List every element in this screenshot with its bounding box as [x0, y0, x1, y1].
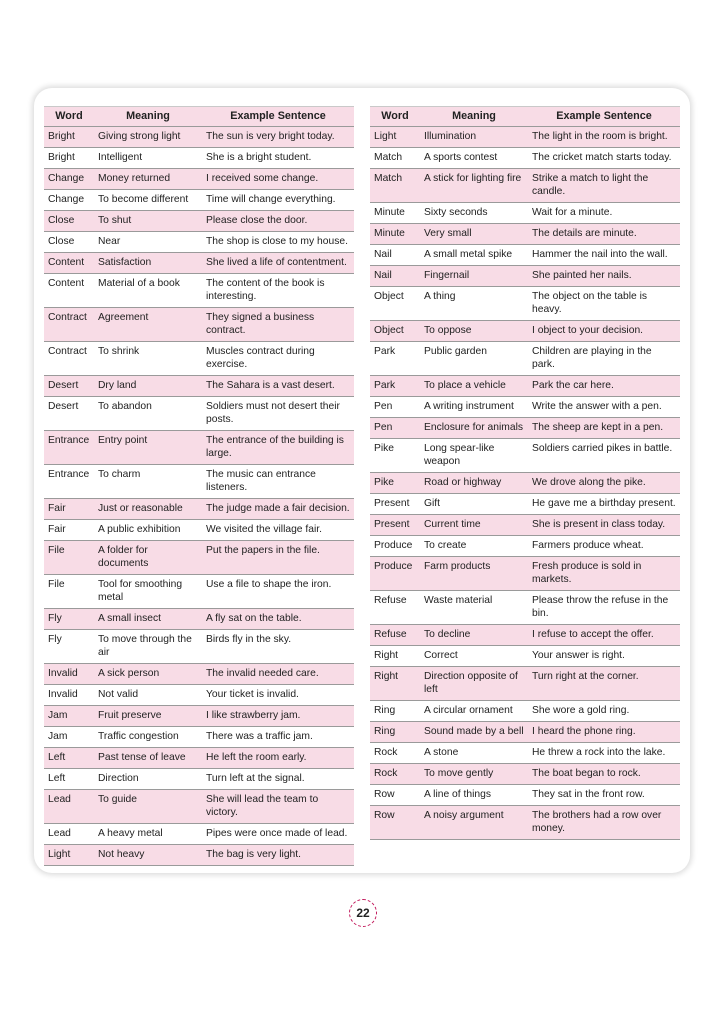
cell-word: Refuse — [370, 625, 420, 646]
table-row — [370, 646, 680, 667]
cell-example: Please close the door. — [202, 211, 354, 232]
table-row — [44, 727, 354, 748]
cell-word: Lead — [44, 790, 94, 824]
cell-word: Change — [44, 190, 94, 211]
cell-meaning: To guide — [94, 790, 202, 824]
cell-word: Rock — [370, 743, 420, 764]
cell-word: Close — [44, 211, 94, 232]
cell-word: Minute — [370, 224, 420, 245]
cell-example: Soldiers must not desert their posts. — [202, 397, 354, 431]
table-row — [44, 342, 354, 376]
cell-example: Turn right at the corner. — [528, 667, 680, 701]
cell-example: She will lead the team to victory. — [202, 790, 354, 824]
cell-word: Pen — [370, 418, 420, 439]
cell-example: Birds fly in the sky. — [202, 630, 354, 664]
cell-meaning: To shrink — [94, 342, 202, 376]
cell-example: Time will change everything. — [202, 190, 354, 211]
cell-meaning: Sixty seconds — [420, 203, 528, 224]
cell-word: Park — [370, 376, 420, 397]
cell-example: The cricket match starts today. — [528, 148, 680, 169]
cell-example: The bag is very light. — [202, 845, 354, 866]
header-example: Example Sentence — [528, 107, 680, 127]
header-meaning: Meaning — [420, 107, 528, 127]
cell-meaning: Fruit preserve — [94, 706, 202, 727]
table-row — [44, 706, 354, 727]
cell-meaning: Enclosure for animals — [420, 418, 528, 439]
cell-word: Fly — [44, 630, 94, 664]
cell-meaning: Direction — [94, 769, 202, 790]
table-row — [44, 232, 354, 253]
cell-meaning: Gift — [420, 494, 528, 515]
cell-word: File — [44, 575, 94, 609]
cell-word: Match — [370, 148, 420, 169]
cell-word: Right — [370, 667, 420, 701]
cell-word: Object — [370, 287, 420, 321]
cell-example: Put the papers in the file. — [202, 541, 354, 575]
table-row — [370, 494, 680, 515]
cell-meaning: Intelligent — [94, 148, 202, 169]
cell-meaning: A sick person — [94, 664, 202, 685]
table-row — [44, 376, 354, 397]
table-row — [44, 465, 354, 499]
cell-word: Lead — [44, 824, 94, 845]
cell-example: They signed a business contract. — [202, 308, 354, 342]
cell-meaning: A public exhibition — [94, 520, 202, 541]
cell-word: Object — [370, 321, 420, 342]
table-row — [44, 148, 354, 169]
cell-meaning: Waste material — [420, 591, 528, 625]
vocabulary-table-right — [370, 106, 680, 840]
cell-meaning: A heavy metal — [94, 824, 202, 845]
cell-word: Jam — [44, 727, 94, 748]
table-header-row — [370, 107, 680, 127]
cell-meaning: A small insect — [94, 609, 202, 630]
cell-word: Present — [370, 494, 420, 515]
cell-example: We visited the village fair. — [202, 520, 354, 541]
cell-meaning: Road or highway — [420, 473, 528, 494]
cell-example: She is present in class today. — [528, 515, 680, 536]
cell-meaning: Illumination — [420, 127, 528, 148]
table-row — [370, 515, 680, 536]
cell-word: Left — [44, 769, 94, 790]
cell-example: The sun is very bright today. — [202, 127, 354, 148]
right-column — [370, 106, 680, 840]
cell-word: Ring — [370, 722, 420, 743]
table-row — [44, 190, 354, 211]
cell-meaning: Sound made by a bell — [420, 722, 528, 743]
cell-example: I heard the phone ring. — [528, 722, 680, 743]
cell-example: Soldiers carried pikes in battle. — [528, 439, 680, 473]
cell-meaning: Dry land — [94, 376, 202, 397]
table-row — [370, 536, 680, 557]
cell-meaning: Very small — [420, 224, 528, 245]
table-row — [370, 127, 680, 148]
vocabulary-table-left — [44, 106, 354, 866]
cell-word: Produce — [370, 557, 420, 591]
table-header-row — [44, 107, 354, 127]
table-row — [370, 439, 680, 473]
cell-word: Refuse — [370, 591, 420, 625]
cell-word: Bright — [44, 148, 94, 169]
cell-example: I received some change. — [202, 169, 354, 190]
cell-example: Hammer the nail into the wall. — [528, 245, 680, 266]
cell-meaning: Not heavy — [94, 845, 202, 866]
cell-word: Produce — [370, 536, 420, 557]
cell-meaning: Direction opposite of left — [420, 667, 528, 701]
left-column — [44, 106, 354, 866]
cell-example: Your answer is right. — [528, 646, 680, 667]
cell-word: Invalid — [44, 664, 94, 685]
cell-meaning: Material of a book — [94, 274, 202, 308]
table-row — [370, 397, 680, 418]
cell-meaning: A writing instrument — [420, 397, 528, 418]
table-row — [44, 845, 354, 866]
table-row — [44, 541, 354, 575]
cell-example: Strike a match to light the candle. — [528, 169, 680, 203]
table-row — [370, 764, 680, 785]
cell-meaning: Long spear-like weapon — [420, 439, 528, 473]
cell-word: Pike — [370, 439, 420, 473]
header-word: Word — [370, 107, 420, 127]
cell-word: Invalid — [44, 685, 94, 706]
cell-word: Light — [44, 845, 94, 866]
cell-example: The content of the book is interesting. — [202, 274, 354, 308]
cell-example: Please throw the refuse in the bin. — [528, 591, 680, 625]
cell-example: Turn left at the signal. — [202, 769, 354, 790]
cell-example: We drove along the pike. — [528, 473, 680, 494]
cell-meaning: Farm products — [420, 557, 528, 591]
cell-word: Light — [370, 127, 420, 148]
cell-meaning: Giving strong light — [94, 127, 202, 148]
cell-example: The shop is close to my house. — [202, 232, 354, 253]
table-row — [370, 321, 680, 342]
cell-word: Ring — [370, 701, 420, 722]
table-row — [370, 203, 680, 224]
table-row — [370, 625, 680, 646]
table-row — [44, 520, 354, 541]
cell-meaning: A sports contest — [420, 148, 528, 169]
table-row — [370, 701, 680, 722]
cell-example: He left the room early. — [202, 748, 354, 769]
cell-example: They sat in the front row. — [528, 785, 680, 806]
cell-example: Children are playing in the park. — [528, 342, 680, 376]
table-row — [370, 557, 680, 591]
cell-example: The sheep are kept in a pen. — [528, 418, 680, 439]
cell-meaning: To move through the air — [94, 630, 202, 664]
cell-word: Minute — [370, 203, 420, 224]
table-row — [44, 397, 354, 431]
table-body-left — [44, 127, 354, 866]
table-row — [370, 266, 680, 287]
table-row — [370, 722, 680, 743]
cell-meaning: To place a vehicle — [420, 376, 528, 397]
cell-word: Match — [370, 169, 420, 203]
header-example: Example Sentence — [202, 107, 354, 127]
table-row — [44, 769, 354, 790]
cell-meaning: Money returned — [94, 169, 202, 190]
cell-example: I refuse to accept the offer. — [528, 625, 680, 646]
table-row — [44, 824, 354, 845]
cell-word: Fair — [44, 520, 94, 541]
cell-word: Pen — [370, 397, 420, 418]
cell-example: There was a traffic jam. — [202, 727, 354, 748]
cell-meaning: A line of things — [420, 785, 528, 806]
cell-word: Entrance — [44, 465, 94, 499]
cell-meaning: Near — [94, 232, 202, 253]
table-row — [370, 148, 680, 169]
cell-word: Content — [44, 253, 94, 274]
table-row — [44, 685, 354, 706]
table-row — [370, 591, 680, 625]
cell-word: Contract — [44, 342, 94, 376]
table-row — [370, 743, 680, 764]
cell-word: Contract — [44, 308, 94, 342]
table-row — [370, 169, 680, 203]
cell-word: Content — [44, 274, 94, 308]
cell-example: The invalid needed care. — [202, 664, 354, 685]
table-row — [370, 342, 680, 376]
header-word: Word — [44, 107, 94, 127]
cell-example: The object on the table is heavy. — [528, 287, 680, 321]
cell-word: Nail — [370, 245, 420, 266]
cell-word: Desert — [44, 376, 94, 397]
cell-meaning: Correct — [420, 646, 528, 667]
cell-word: Jam — [44, 706, 94, 727]
cell-example: She painted her nails. — [528, 266, 680, 287]
cell-meaning: Just or reasonable — [94, 499, 202, 520]
cell-meaning: Not valid — [94, 685, 202, 706]
table-row — [370, 224, 680, 245]
cell-example: The judge made a fair decision. — [202, 499, 354, 520]
cell-meaning: Tool for smoothing metal — [94, 575, 202, 609]
cell-meaning: To oppose — [420, 321, 528, 342]
cell-example: The entrance of the building is large. — [202, 431, 354, 465]
cell-word: Desert — [44, 397, 94, 431]
cell-example: Muscles contract during exercise. — [202, 342, 354, 376]
table-row — [370, 245, 680, 266]
cell-example: I like strawberry jam. — [202, 706, 354, 727]
cell-word: Row — [370, 806, 420, 840]
cell-meaning: A stick for lighting fire — [420, 169, 528, 203]
cell-meaning: Public garden — [420, 342, 528, 376]
table-row — [44, 127, 354, 148]
table-row — [44, 609, 354, 630]
table-row — [370, 376, 680, 397]
cell-meaning: Agreement — [94, 308, 202, 342]
cell-meaning: To become different — [94, 190, 202, 211]
cell-word: Present — [370, 515, 420, 536]
cell-example: Use a file to shape the iron. — [202, 575, 354, 609]
table-row — [44, 664, 354, 685]
cell-example: The Sahara is a vast desert. — [202, 376, 354, 397]
cell-example: She wore a gold ring. — [528, 701, 680, 722]
cell-meaning: A folder for documents — [94, 541, 202, 575]
cell-example: A fly sat on the table. — [202, 609, 354, 630]
cell-meaning: Entry point — [94, 431, 202, 465]
table-row — [44, 253, 354, 274]
cell-word: Right — [370, 646, 420, 667]
cell-meaning: Current time — [420, 515, 528, 536]
cell-word: Fly — [44, 609, 94, 630]
cell-example: He gave me a birthday present. — [528, 494, 680, 515]
cell-meaning: A thing — [420, 287, 528, 321]
table-row — [370, 473, 680, 494]
cell-word: Change — [44, 169, 94, 190]
cell-meaning: Satisfaction — [94, 253, 202, 274]
cell-word: Park — [370, 342, 420, 376]
cell-example: She lived a life of contentment. — [202, 253, 354, 274]
cell-meaning: To abandon — [94, 397, 202, 431]
cell-word: Left — [44, 748, 94, 769]
table-row — [370, 806, 680, 840]
table-row — [370, 287, 680, 321]
cell-example: Fresh produce is sold in markets. — [528, 557, 680, 591]
cell-example: Write the answer with a pen. — [528, 397, 680, 418]
cell-word: Rock — [370, 764, 420, 785]
cell-example: The brothers had a row over money. — [528, 806, 680, 840]
table-row — [44, 630, 354, 664]
table-row — [44, 499, 354, 520]
table-row — [44, 575, 354, 609]
cell-meaning: A small metal spike — [420, 245, 528, 266]
cell-meaning: A noisy argument — [420, 806, 528, 840]
table-row — [44, 169, 354, 190]
table-row — [44, 274, 354, 308]
cell-word: Nail — [370, 266, 420, 287]
cell-example: She is a bright student. — [202, 148, 354, 169]
cell-word: File — [44, 541, 94, 575]
cell-example: Farmers produce wheat. — [528, 536, 680, 557]
cell-word: Entrance — [44, 431, 94, 465]
cell-meaning: A stone — [420, 743, 528, 764]
cell-example: The music can entrance listeners. — [202, 465, 354, 499]
table-row — [44, 211, 354, 232]
page-number: 22 — [349, 899, 377, 927]
cell-word: Row — [370, 785, 420, 806]
cell-meaning: To move gently — [420, 764, 528, 785]
cell-meaning: To decline — [420, 625, 528, 646]
table-row — [44, 748, 354, 769]
cell-meaning: To create — [420, 536, 528, 557]
table-row — [370, 667, 680, 701]
cell-example: Your ticket is invalid. — [202, 685, 354, 706]
cell-example: Park the car here. — [528, 376, 680, 397]
table-row — [44, 308, 354, 342]
cell-meaning: Past tense of leave — [94, 748, 202, 769]
cell-example: The boat began to rock. — [528, 764, 680, 785]
cell-meaning: Fingernail — [420, 266, 528, 287]
cell-example: Wait for a minute. — [528, 203, 680, 224]
cell-example: He threw a rock into the lake. — [528, 743, 680, 764]
cell-example: The light in the room is bright. — [528, 127, 680, 148]
table-row — [370, 418, 680, 439]
cell-example: The details are minute. — [528, 224, 680, 245]
table-body-right — [370, 127, 680, 840]
cell-example: Pipes were once made of lead. — [202, 824, 354, 845]
table-row — [44, 431, 354, 465]
cell-word: Bright — [44, 127, 94, 148]
cell-word: Pike — [370, 473, 420, 494]
table-row — [44, 790, 354, 824]
cell-example: I object to your decision. — [528, 321, 680, 342]
cell-meaning: To shut — [94, 211, 202, 232]
cell-word: Close — [44, 232, 94, 253]
cell-word: Fair — [44, 499, 94, 520]
cell-meaning: A circular ornament — [420, 701, 528, 722]
header-meaning: Meaning — [94, 107, 202, 127]
cell-meaning: Traffic congestion — [94, 727, 202, 748]
cell-meaning: To charm — [94, 465, 202, 499]
table-row — [370, 785, 680, 806]
